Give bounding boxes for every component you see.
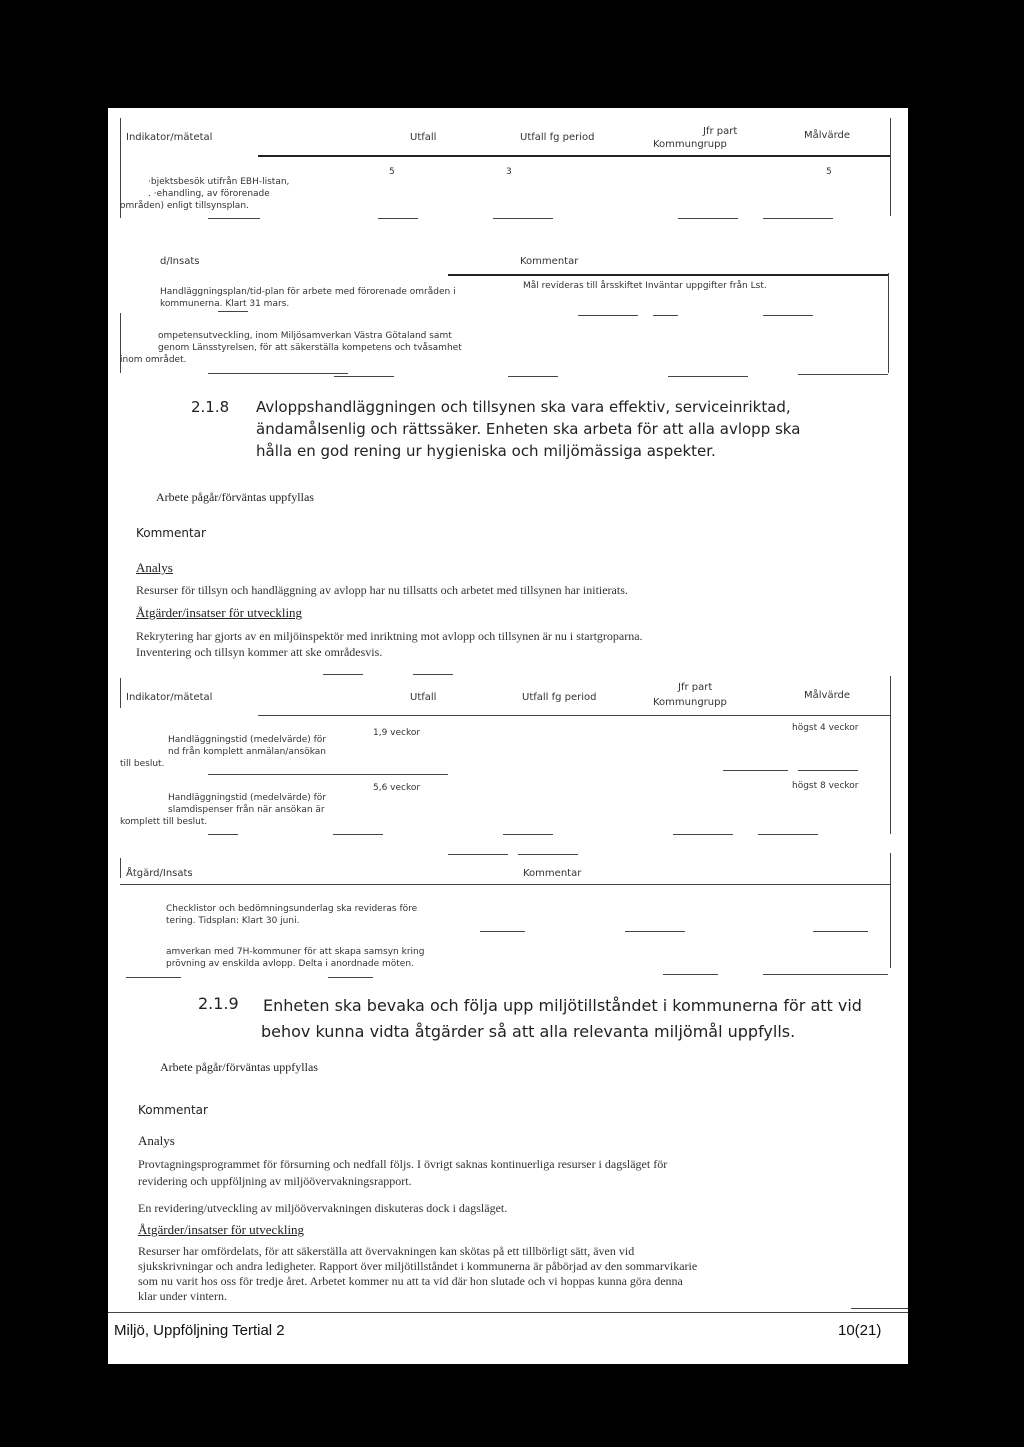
cell-utfall: 5,6 veckor <box>373 783 421 793</box>
column-header-malvarde: Målvärde <box>804 690 851 701</box>
cell-utfall: 5 <box>389 167 395 177</box>
table-border <box>120 858 121 878</box>
cell-utfall: 1,9 veckor <box>373 728 421 738</box>
column-header-kommungrupp: Kommungrupp <box>653 139 727 150</box>
measures-text: Rekrytering har gjorts av en miljöinspektör med inriktning mot avlopp och tillsynen är nu i startgroparna. Inventering och tillsyn kommer att ske områdesvis. <box>136 629 643 659</box>
cell-malvarde: högst 8 veckor <box>792 781 859 791</box>
comment-label: Kommentar <box>136 526 206 540</box>
cell-malvarde: 5 <box>826 167 832 177</box>
column-header-indicator: Indikator/mätetal <box>126 692 213 703</box>
column-header-insats: d/Insats <box>160 256 200 267</box>
document-page <box>108 108 908 1364</box>
column-header-utfall-fg: Utfall fg period <box>522 692 597 703</box>
table-border <box>890 676 891 834</box>
comment-label: Kommentar <box>138 1103 208 1117</box>
column-header-insats: Åtgärd/Insats <box>126 868 193 879</box>
section-title: Avloppshandläggningen och tillsynen ska vara effektiv, serviceinriktad, ändamålsenlig och rättssäker. Enheten ska arbeta för att alla avlopp ska hålla en god rening ur hygieniska och miljömässiga aspekter. <box>256 398 801 460</box>
footer-title: Miljö, Uppföljning Tertial 2 <box>114 1322 285 1339</box>
cell-utfall-fg: 3 <box>506 167 512 177</box>
action-description: ompetensutveckling, inom Miljösamverkan Västra Götaland samt genom Länsstyrelsen, för att säkerställa kompetens och tvåsamhet inom området. <box>120 331 462 365</box>
table-border <box>890 853 891 968</box>
column-header-kommentar: Kommentar <box>520 256 579 267</box>
analysis-text: Resurser för tillsyn och handläggning av avlopp har nu tillsatts och arbetet med tillsynen har initierats. <box>136 583 628 597</box>
column-header-malvarde: Målvärde <box>804 130 851 141</box>
column-header-kommungrupp: Kommungrupp <box>653 697 727 708</box>
header-rule <box>448 274 888 276</box>
action-description: Checklistor och bedömningsunderlag ska revideras före tering. Tidsplan: Klart 30 juni. <box>166 904 418 926</box>
column-header-jfr: Jfr part <box>703 126 738 137</box>
section-title: Enheten ska bevaka och följa upp miljötillståndet i kommunerna för att vid behov kunna vidta åtgärder så att alla relevanta miljömål uppfylls. <box>261 996 862 1041</box>
section-number: 2.1.8 <box>191 398 230 416</box>
header-rule <box>258 715 890 716</box>
column-header-indicator: Indikator/mätetal <box>126 132 213 143</box>
analysis-heading: Analys <box>136 560 173 575</box>
cell-malvarde: högst 4 veckor <box>792 723 859 733</box>
measures-heading: Åtgärder/insatser för utveckling <box>136 605 303 620</box>
table-border <box>890 118 891 216</box>
analysis-heading: Analys <box>138 1133 175 1148</box>
table-border <box>888 273 889 373</box>
status-text: Arbete pågår/förväntas uppfyllas <box>156 490 314 504</box>
column-header-utfall-fg: Utfall fg period <box>520 132 595 143</box>
page-number: 10(21) <box>838 1322 882 1339</box>
action-comment: Mål revideras till årsskiftet Inväntar uppgifter från Lst. <box>523 281 767 291</box>
action-description: Handläggningsplan/tid-plan för arbete med förorenade områden i kommunerna. Klart 31 mars. <box>160 287 456 309</box>
header-rule <box>258 155 890 157</box>
table-border <box>120 678 121 708</box>
column-header-jfr: Jfr part <box>678 682 713 693</box>
indicator-description: Handläggningstid (medelvärde) för slamdispenser från när ansökan är komplett till beslut. <box>120 793 327 827</box>
column-header-utfall: Utfall <box>410 692 437 703</box>
measures-text: Resurser har omfördelats, för att säkerställa att övervakningen kan skötas på ett tillbörligt sätt, även vid sjukskrivningar och andra ledigheter. Rapport över miljötillståndet i kommunerna är påbörjad av den sommarvikarie som nu varit hos oss för tredje året. Arbetet kommer nu att ta vid där hon slutade och vi hoppas kunna göra denna klar under vintern. <box>138 1244 698 1303</box>
footer-rule <box>108 1312 908 1313</box>
indicator-description: Handläggningstid (medelvärde) för nd från komplett anmälan/ansökan till beslut. <box>120 735 327 769</box>
indicator-description: ·bjektsbesök utifrån EBH-listan, . ·ehandling, av förorenade områden) enligt tillsynsplan. <box>120 177 290 211</box>
header-rule <box>120 884 890 885</box>
action-description: amverkan med 7H-kommuner för att skapa samsyn kring prövning av enskilda avlopp. Delta i anordnade möten. <box>166 947 425 969</box>
analysis-text: Provtagningsprogrammet för försurning och nedfall följs. I övrigt saknas kontinuerliga resurser i dagsläget för revidering och uppföljning av miljöövervakningsrapport. En revidering/utveckling av miljöövervakningen diskuteras dock i dagsläget. <box>138 1157 668 1215</box>
section-number: 2.1.9 <box>198 994 239 1013</box>
status-text: Arbete pågår/förväntas uppfyllas <box>160 1060 318 1074</box>
column-header-kommentar: Kommentar <box>523 868 582 879</box>
column-header-utfall: Utfall <box>410 132 437 143</box>
measures-heading: Åtgärder/insatser för utveckling <box>138 1222 305 1237</box>
